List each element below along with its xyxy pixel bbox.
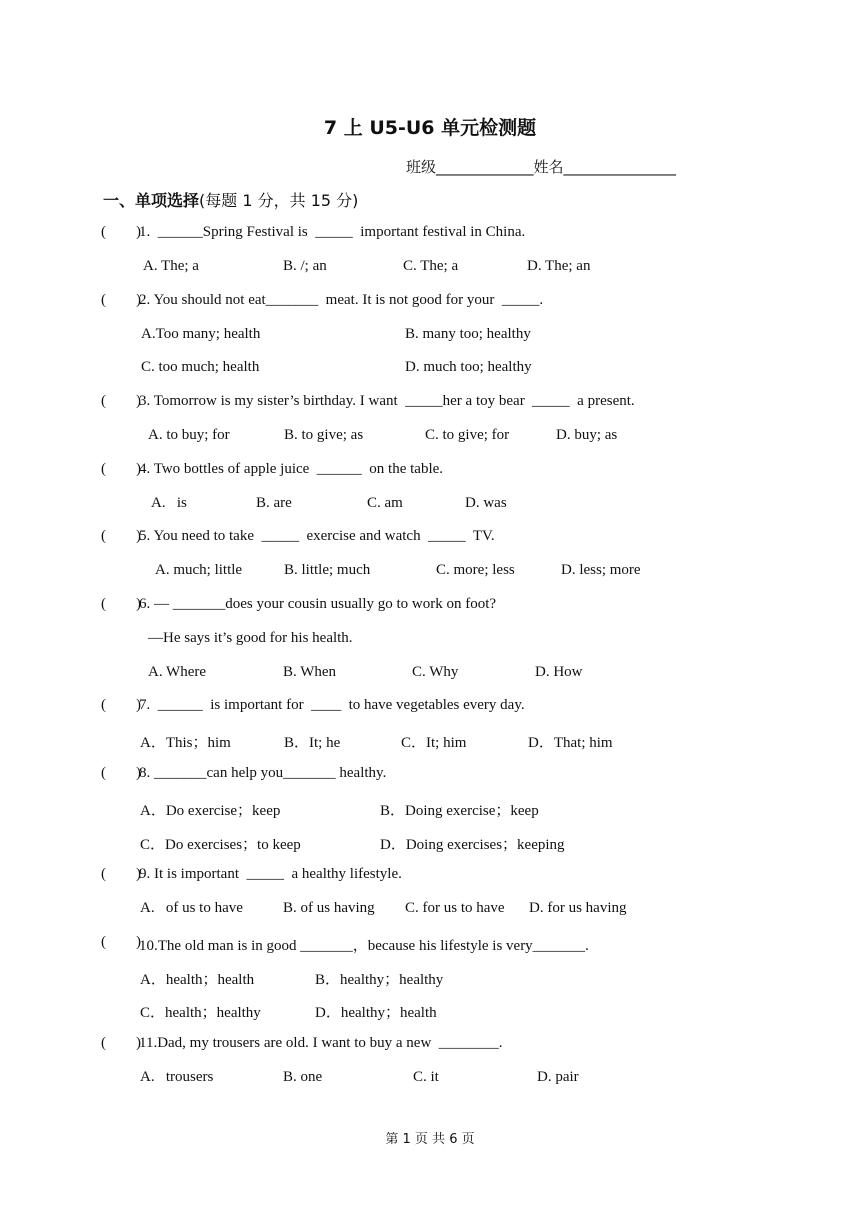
page-footer: 第 1 页 共 6 页 xyxy=(385,1132,475,1147)
question-2-option-d: D. much too; healthy xyxy=(405,359,532,375)
question-5-option-d: D. less; more xyxy=(561,562,641,578)
question-11-option-c: C. it xyxy=(413,1069,439,1085)
question-4-option-d: D. was xyxy=(465,495,507,511)
question-6-option-c: C. Why xyxy=(412,664,459,680)
question-7-stem: 7. ______ is important for ____ to have vegetables every day. xyxy=(139,697,525,713)
question-11-option-a: A. trousers xyxy=(140,1069,214,1085)
question-1-option-a: A. The; a xyxy=(143,258,199,274)
question-1-option-d: D. The; an xyxy=(527,258,591,274)
question-8-option-d: D．Doing exercises；keeping xyxy=(380,837,565,853)
question-3-option-a: A. to buy; for xyxy=(148,427,230,443)
question-9-option-b: B. of us having xyxy=(283,900,375,916)
answer-blank: ( ) xyxy=(101,461,141,477)
question-10-option-d: D．healthy；health xyxy=(315,1005,437,1021)
question-9-option-d: D. for us having xyxy=(529,900,627,916)
answer-blank: ( ) xyxy=(101,697,141,713)
question-7-option-c: C．It; him xyxy=(401,735,467,751)
question-3-option-c: C. to give; for xyxy=(425,427,510,443)
answer-blank: ( ) xyxy=(101,866,141,882)
question-1-stem: 1. ______Spring Festival is _____ important festival in China. xyxy=(139,224,526,240)
question-7-option-b: B．It; he xyxy=(284,735,341,751)
section-scoring: (每题 1 分，共 15 分) xyxy=(199,191,359,210)
question-6-option-a: A. Where xyxy=(148,664,207,680)
section-title: 一、单项选择 xyxy=(103,191,200,210)
question-6-stem: 6. — _______does your cousin usually go to work on foot? xyxy=(139,596,497,612)
question-9-stem: 9. It is important _____ a healthy lifestyle. xyxy=(139,866,402,882)
class-name-line: 班级_____________姓名_______________ xyxy=(406,158,677,176)
question-8-option-c: C．Do exercises；to keep xyxy=(140,837,301,853)
question-3-option-d: D. buy; as xyxy=(556,427,618,443)
question-10-option-c: C．health；healthy xyxy=(140,1005,261,1021)
question-6-option-d: D. How xyxy=(535,664,583,680)
answer-blank: ( ) xyxy=(101,765,141,781)
answer-blank: ( ) xyxy=(101,528,141,544)
question-2-option-b: B. many too; healthy xyxy=(405,326,531,342)
question-9-option-a: A. of us to have xyxy=(140,900,243,916)
question-6-dialogue-reply: —He says it’s good for his health. xyxy=(148,630,353,646)
question-10-option-b: B．healthy；healthy xyxy=(315,972,444,988)
question-6-option-b: B. When xyxy=(283,664,337,680)
question-8-option-b: B．Doing exercise；keep xyxy=(380,803,539,819)
question-11-stem: 11.Dad, my trousers are old. I want to buy a new ________. xyxy=(139,1035,503,1051)
answer-blank: ( ) xyxy=(101,934,141,950)
question-5-option-c: C. more; less xyxy=(436,562,515,578)
question-5-option-b: B. little; much xyxy=(284,562,371,578)
question-11-option-b: B. one xyxy=(283,1069,323,1085)
question-4-option-a: A. is xyxy=(151,495,187,511)
question-4-option-c: C. am xyxy=(367,495,403,511)
question-11-option-d: D. pair xyxy=(537,1069,579,1085)
question-2-option-c: C. too much; health xyxy=(141,359,260,375)
question-10-option-a: A．health；health xyxy=(140,972,255,988)
question-5-stem: 5. You need to take _____ exercise and watch _____ TV. xyxy=(139,528,495,544)
question-7-option-d: D．That; him xyxy=(528,735,613,751)
question-2-stem: 2. You should not eat_______ meat. It is not good for your _____. xyxy=(139,292,544,308)
question-8-stem: 8. _______can help you_______ healthy. xyxy=(139,765,387,781)
answer-blank: ( ) xyxy=(101,292,141,308)
question-1-option-c: C. The; a xyxy=(403,258,459,274)
answer-blank: ( ) xyxy=(101,393,141,409)
document-title: 7 上 U5-U6 单元检测题 xyxy=(323,117,537,139)
question-5-option-a: A. much; little xyxy=(155,562,243,578)
answer-blank: ( ) xyxy=(101,1035,141,1051)
section-heading xyxy=(103,188,358,211)
question-4-stem: 4. Two bottles of apple juice ______ on the table. xyxy=(139,461,444,477)
question-8-option-a: A．Do exercise；keep xyxy=(140,803,281,819)
question-10-stem: 10.The old man is in good _______，because his lifestyle is very_______. xyxy=(139,938,589,954)
answer-blank: ( ) xyxy=(101,596,141,612)
answer-blank: ( ) xyxy=(101,224,141,240)
question-1-option-b: B. /; an xyxy=(283,258,327,274)
question-3-option-b: B. to give; as xyxy=(284,427,364,443)
question-3-stem: 3. Tomorrow is my sister’s birthday. I want _____her a toy bear _____ a present. xyxy=(139,393,635,409)
question-2-option-a: A.Too many; health xyxy=(141,326,261,342)
question-9-option-c: C. for us to have xyxy=(405,900,505,916)
question-4-option-b: B. are xyxy=(256,495,292,511)
question-7-option-a: A．This；him xyxy=(140,735,231,751)
